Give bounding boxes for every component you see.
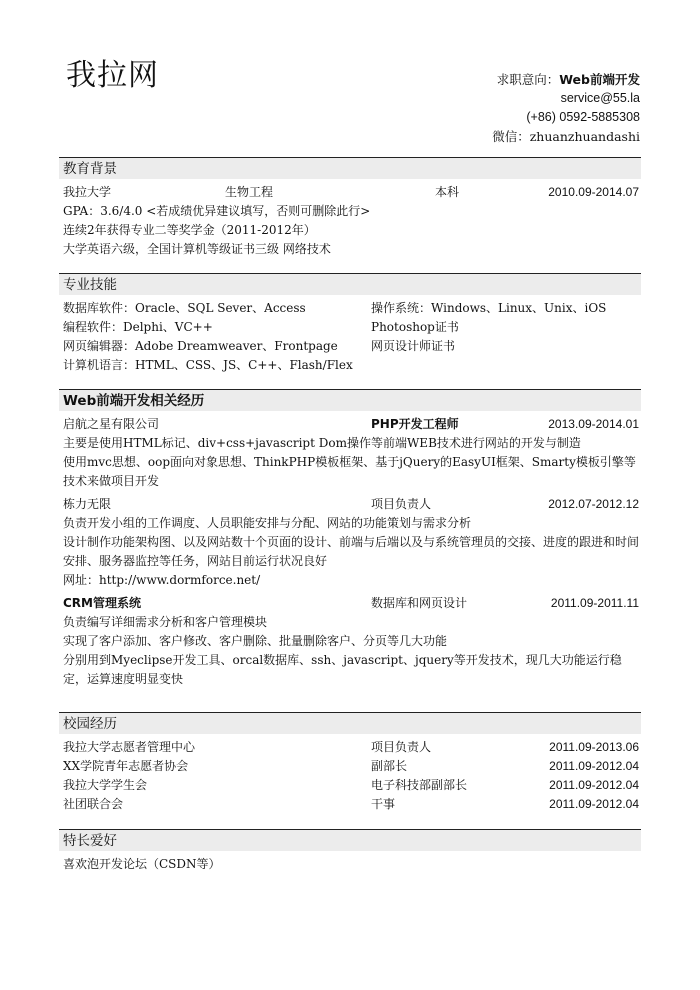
skills-row xyxy=(59,318,641,337)
job-line: 负责开发小组的工作调度、人员职能安排与分配、网站的功能策划与需求分析 xyxy=(63,516,472,530)
education-section xyxy=(59,157,641,259)
campus-role: 干事 xyxy=(371,797,396,811)
education-line: GPA：3.6/4.0 <若成绩优异建议填写，否则可删除此行> xyxy=(63,204,371,218)
campus-org: 我拉大学志愿者管理中心 xyxy=(63,740,196,754)
wechat-text: 微信：zhuanzhuandashi xyxy=(492,129,640,144)
skill-right: 操作系统：Windows、Linux、Unix、iOS xyxy=(371,301,607,315)
job-line: 设计制作功能架构图、以及网站数十个页面的设计、前端与后端以及与系统管理员的交接、进度的跟进和时间安排、服务器监控等任务，网站目前运行状况良好 xyxy=(63,535,640,568)
campus-row xyxy=(59,795,641,814)
job-role: PHP开发工程师 xyxy=(371,417,459,431)
job-line: 网址：http://www.dormforce.net/ xyxy=(63,573,261,587)
school-name: 我拉大学 xyxy=(63,185,112,199)
job-company: 启航之星有限公司 xyxy=(63,417,160,431)
campus-role: 电子科技部副部长 xyxy=(371,778,468,792)
job-intention xyxy=(492,70,640,89)
campus-org: 社团联合会 xyxy=(63,797,124,811)
resume-name: 我拉网 xyxy=(66,58,159,93)
job-line: 负责编写详细需求分析和客户管理模块 xyxy=(63,615,268,629)
hobby-title: 特长爱好 xyxy=(59,829,641,851)
campus-role: 项目负责人 xyxy=(371,740,432,754)
skill-left: 计算机语言：HTML、CSS、JS、C++、Flash/Flex xyxy=(63,358,353,372)
campus-period: 2011.09-2012.04 xyxy=(549,778,639,792)
campus-title: 校园经历 xyxy=(59,712,641,734)
job-period: 2011.09-2011.11 xyxy=(550,596,639,610)
skill-left: 编程软件：Delphi、VC++ xyxy=(63,320,213,334)
skill-left: 网页编辑器：Adobe Dreamweaver、Frontpage xyxy=(63,339,338,353)
skill-left: 数据库软件：Oracle、SQL Sever、Access xyxy=(63,301,306,315)
experience-title xyxy=(59,389,641,411)
skill-right: Photoshop证书 xyxy=(371,320,459,334)
job-label: 求职意向： xyxy=(496,72,560,87)
campus-row xyxy=(59,757,641,776)
skills-row xyxy=(59,337,641,356)
campus-period: 2011.09-2012.04 xyxy=(549,759,639,773)
job-row xyxy=(59,594,641,613)
job-value: Web前端开发 xyxy=(559,72,640,87)
campus-period: 2011.09-2012.04 xyxy=(549,797,639,811)
job-line: 分别用到Myeclipse开发工具、orcal数据库、ssh、javascript、jquery等开发技术，现几大功能运行稳定，运算速度明显变快 xyxy=(63,653,622,686)
job-period: 2012.07-2012.12 xyxy=(548,497,639,511)
skills-section xyxy=(59,273,641,375)
job-row xyxy=(59,495,641,514)
campus-row xyxy=(59,738,641,757)
skills-title: 专业技能 xyxy=(59,273,641,295)
job-role: 数据库和网页设计 xyxy=(371,596,468,610)
job-line: 实现了客户添加、客户修改、客户删除、批量删除客户、分页等几大功能 xyxy=(63,634,448,648)
job-role: 项目负责人 xyxy=(371,497,432,511)
hobby-text: 喜欢泡开发论坛（CSDN等） xyxy=(63,857,221,871)
skill-right: 网页设计师证书 xyxy=(371,339,456,353)
job-line: 使用mvc思想、oop面向对象思想、ThinkPHP模板框架、基于jQuery的EasyUI框架、Smarty模板引擎等技术来做项目开发 xyxy=(63,455,636,488)
job-company: 栋力无限 xyxy=(63,497,112,511)
campus-period: 2011.09-2013.06 xyxy=(549,740,639,754)
campus-role: 副部长 xyxy=(371,759,408,773)
major-name: 生物工程 xyxy=(225,185,274,199)
campus-org: 我拉大学学生会 xyxy=(63,778,148,792)
job-line: 主要是使用HTML标记、div+css+javascript Dom操作等前端WEB技术进行网站的开发与制造 xyxy=(63,436,581,450)
contact-block xyxy=(492,70,640,146)
education-period: 2010.09-2014.07 xyxy=(548,185,639,199)
email-text: service@55.la xyxy=(560,91,640,105)
education-row xyxy=(59,183,641,202)
campus-section xyxy=(59,712,641,814)
experience-title-text: Web前端开发相关经历 xyxy=(63,393,205,409)
skills-row xyxy=(59,299,641,318)
job-company: CRM管理系统 xyxy=(63,596,141,610)
education-line: 大学英语六级，全国计算机等级证书三级 网络技术 xyxy=(63,242,331,256)
phone-text: (+86) 0592-5885308 xyxy=(526,110,640,124)
campus-org: XX学院青年志愿者协会 xyxy=(63,759,189,773)
degree-name: 本科 xyxy=(435,185,460,199)
job-period: 2013.09-2014.01 xyxy=(548,417,639,431)
experience-section xyxy=(59,389,641,689)
campus-row xyxy=(59,776,641,795)
education-title: 教育背景 xyxy=(59,157,641,179)
hobby-section xyxy=(59,829,641,874)
skills-row xyxy=(59,356,641,375)
job-row xyxy=(59,415,641,434)
education-line: 连续2年获得专业二等奖学金（2011-2012年） xyxy=(63,223,316,237)
